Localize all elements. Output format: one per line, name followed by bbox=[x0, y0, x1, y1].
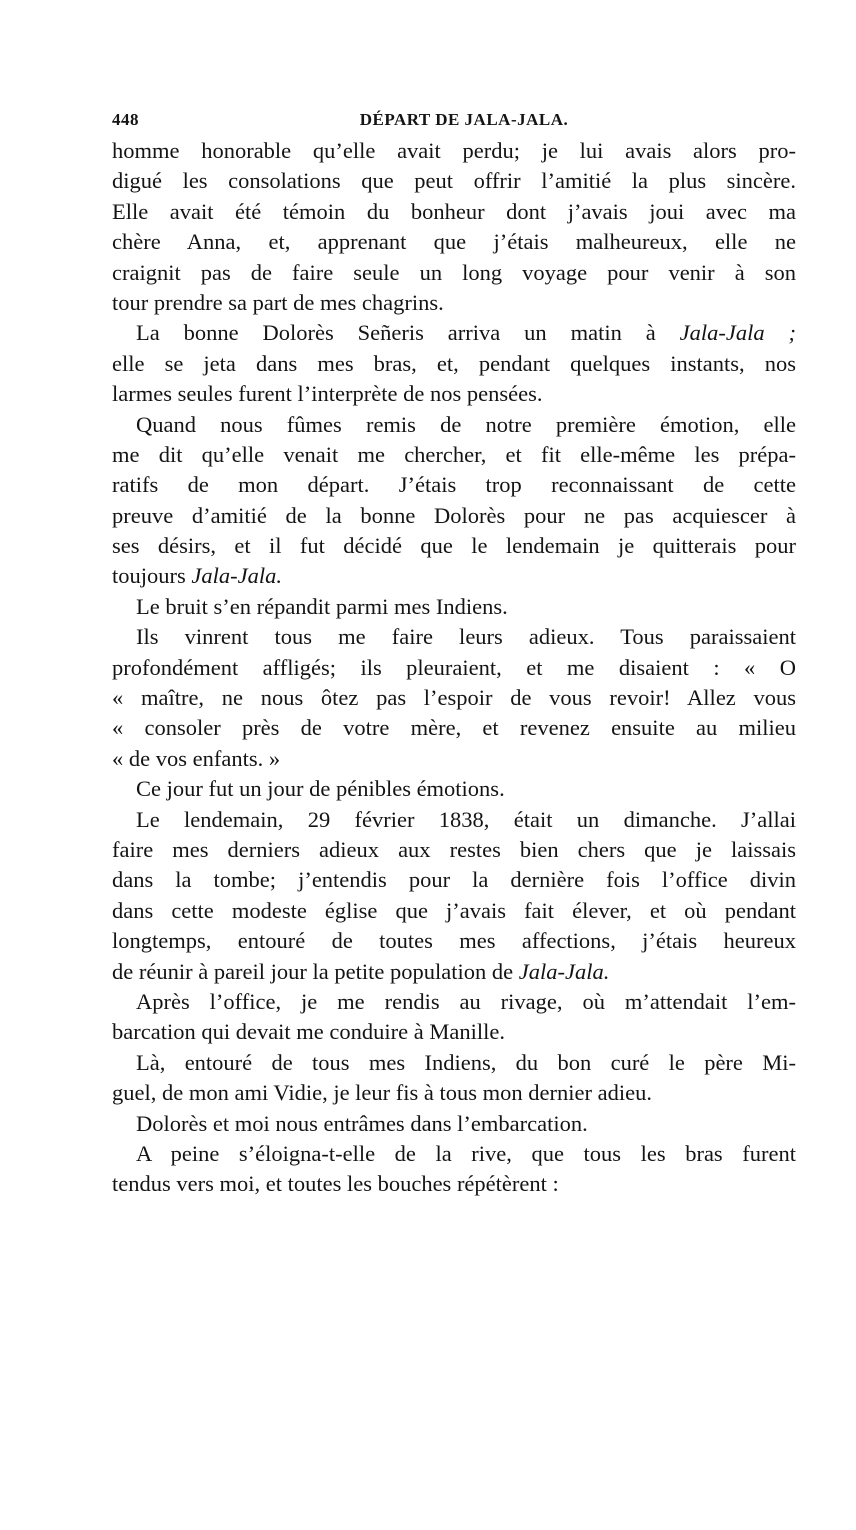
text-run: ratifs de mon départ. J’étais trop reconnaissant de cette bbox=[112, 472, 796, 498]
text-run: de réunir à pareil jour la petite population de bbox=[112, 958, 519, 984]
text-line bbox=[112, 683, 796, 713]
page-number: 448 bbox=[112, 110, 139, 129]
text-run: homme honorable qu’elle avait perdu; je lui avais alors pro- bbox=[112, 138, 796, 163]
text-line bbox=[112, 926, 796, 956]
text-line bbox=[112, 1109, 796, 1139]
text-line bbox=[112, 258, 796, 288]
text-line bbox=[112, 713, 796, 743]
text-run: Ils vinrent tous me faire leurs adieux. Tous paraissaient bbox=[136, 624, 796, 650]
text-run: « consoler près de votre mère, et revenez ensuite au milieu bbox=[112, 715, 796, 741]
text-run: dans cette modeste église que j’avais fait élever, et où pendant bbox=[112, 897, 796, 923]
text-line bbox=[112, 227, 796, 257]
text-run: Ce jour fut un jour de pénibles émotions. bbox=[136, 776, 505, 802]
text-run: guel, de mon ami Vidie, je leur fis à tous mon dernier adieu. bbox=[112, 1080, 652, 1106]
text-line bbox=[112, 440, 796, 470]
italic-place-name: Jala-Jala. bbox=[191, 563, 282, 589]
text-line bbox=[112, 1078, 796, 1108]
text-line bbox=[112, 805, 796, 835]
text-run: chère Anna, et, apprenant que j’étais malheureux, elle ne bbox=[112, 229, 796, 255]
text-run: Elle avait été témoin du bonheur dont j’avais joui avec ma bbox=[112, 198, 796, 224]
text-run: digué les consolations que peut offrir l’amitié la plus sincère. bbox=[112, 168, 796, 194]
text-line bbox=[112, 470, 796, 500]
running-header bbox=[112, 104, 796, 136]
text-run: Le lendemain, 29 février 1838, était un dimanche. J’allai bbox=[136, 806, 796, 832]
text-run: longtemps, entouré de toutes mes affections, j’étais heureux bbox=[112, 928, 796, 954]
text-line bbox=[112, 349, 796, 379]
text-run: faire mes derniers adieux aux restes bien chers que je laissais bbox=[112, 836, 796, 862]
text-line bbox=[112, 531, 796, 561]
text-line bbox=[112, 197, 796, 227]
text-line bbox=[112, 136, 796, 166]
text-run: Là, entouré de tous mes Indiens, du bon curé le père Mi- bbox=[136, 1049, 796, 1075]
text-run: elle se jeta dans mes bras, et, pendant quelques instants, nos bbox=[112, 350, 796, 376]
text-line bbox=[112, 835, 796, 865]
text-line bbox=[112, 622, 796, 652]
text-line bbox=[112, 896, 796, 926]
text-run: A peine s’éloigna-t-elle de la rive, que tous les bras furent bbox=[136, 1140, 796, 1166]
text-line bbox=[112, 410, 796, 440]
text-line bbox=[112, 774, 796, 804]
text-run: « maître, ne nous ôtez pas l’espoir de vous revoir! Allez vous bbox=[112, 685, 796, 711]
text-line bbox=[112, 957, 796, 987]
text-run: toujours bbox=[112, 563, 192, 589]
text-run: dans la tombe; j’entendis pour la dernière fois l’office divin bbox=[112, 867, 796, 893]
text-run: Dolorès et moi nous entrâmes dans l’embarcation. bbox=[136, 1110, 588, 1136]
text-line bbox=[112, 501, 796, 531]
text-run: tour prendre sa part de mes chagrins. bbox=[112, 289, 444, 315]
text-line bbox=[112, 1169, 796, 1199]
text-run: Après l’office, je me rendis au rivage, où m’attendait l’em- bbox=[136, 988, 796, 1014]
text-line bbox=[112, 288, 796, 318]
text-run: ses désirs, et il fut décidé que le lendemain je quitterais pour bbox=[112, 533, 796, 559]
text-run: « de vos enfants. » bbox=[112, 745, 281, 771]
text-line bbox=[112, 744, 796, 774]
text-run: barcation qui devait me conduire à Manille. bbox=[112, 1019, 505, 1045]
text-run: La bonne Dolorès Señeris arriva un matin à bbox=[136, 320, 680, 346]
book-page bbox=[112, 104, 796, 1200]
text-run: me dit qu’elle venait me chercher, et fit elle-même les prépa- bbox=[112, 441, 796, 467]
text-run: craignit pas de faire seule un long voyage pour venir à son bbox=[112, 259, 796, 285]
text-line bbox=[112, 166, 796, 196]
text-line bbox=[112, 1048, 796, 1078]
text-line bbox=[112, 1139, 796, 1169]
italic-place-name: Jala-Jala. bbox=[518, 958, 610, 984]
text-run: tendus vers moi, et toutes les bouches répétèrent : bbox=[112, 1171, 559, 1197]
text-run: Quand nous fûmes remis de notre première émotion, elle bbox=[136, 411, 796, 437]
text-line bbox=[112, 592, 796, 622]
text-line bbox=[112, 318, 796, 348]
text-run: profondément affligés; ils pleuraient, et me disaient : « O bbox=[112, 654, 796, 680]
text-run: larmes seules furent l’interprète de nos pensées. bbox=[112, 381, 543, 407]
page-body-text bbox=[112, 136, 796, 1200]
text-run: Le bruit s’en répandit parmi mes Indiens. bbox=[136, 593, 508, 619]
text-run: preuve d’amitié de la bonne Dolorès pour ne pas acquiescer à bbox=[112, 502, 796, 528]
running-title: DÉPART DE JALA-JALA. bbox=[359, 110, 569, 129]
text-line bbox=[112, 653, 796, 683]
text-line bbox=[112, 1017, 796, 1047]
text-line bbox=[112, 987, 796, 1017]
text-line bbox=[112, 379, 796, 409]
text-line bbox=[112, 561, 796, 591]
text-line bbox=[112, 865, 796, 895]
italic-place-name: Jala-Jala ; bbox=[679, 320, 796, 346]
